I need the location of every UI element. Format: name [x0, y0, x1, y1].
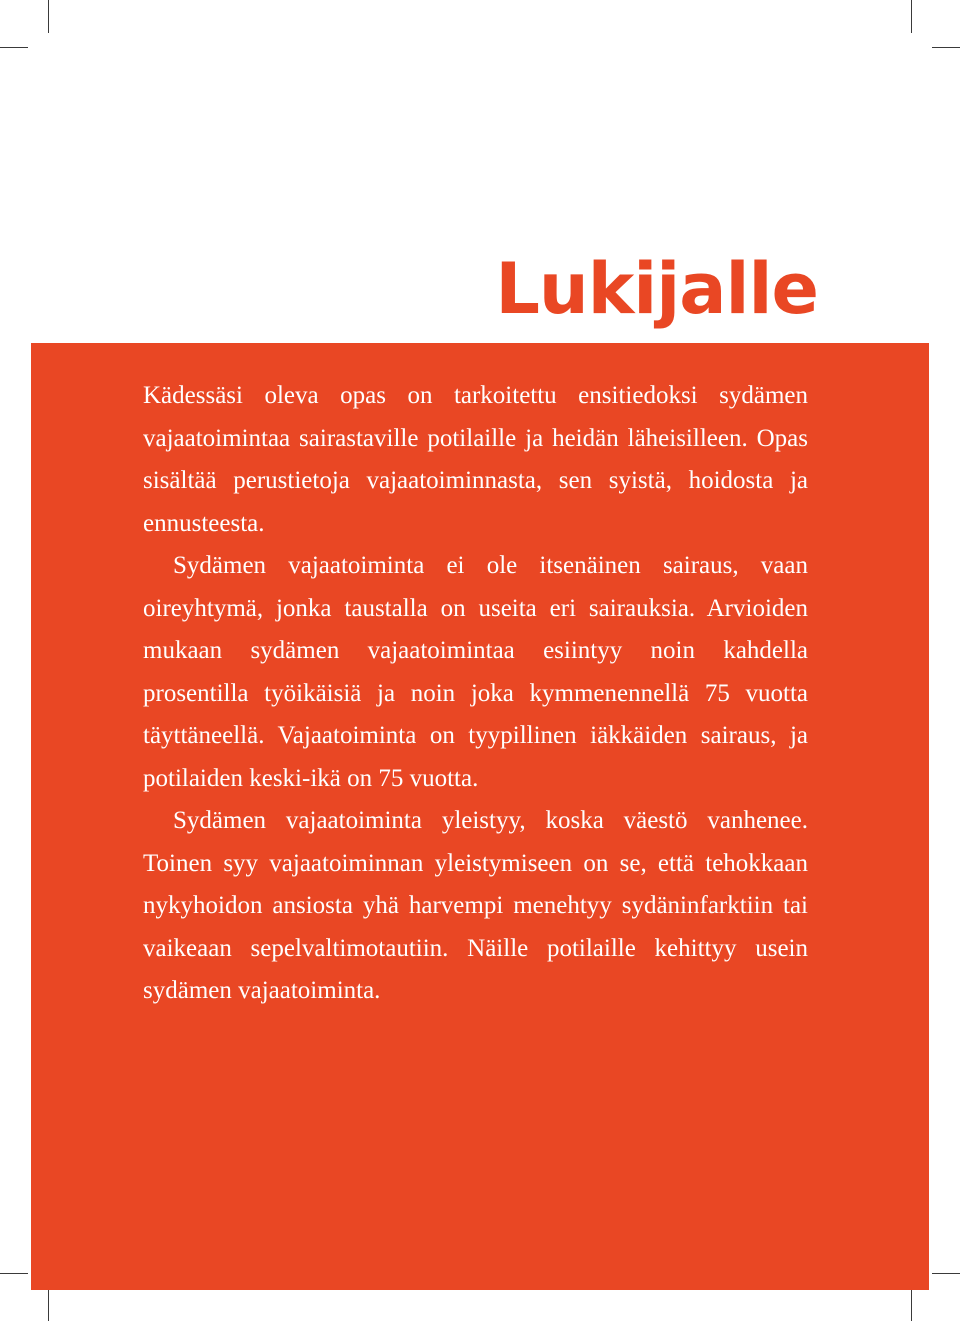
content-panel: [31, 343, 929, 1290]
body-text: [143, 375, 808, 1013]
paragraph-intro: Kädessäsi oleva opas on tarkoitettu ensitiedoksi sydämen vajaatoimintaa sairastaville potilaille ja heidän läheisilleen. Opas sisältää perustietoja vajaatoiminnasta, sen syistä, hoidosta ja ennusteesta.: [143, 382, 808, 537]
paragraph-prevalence: Sydämen vajaatoiminta yleistyy, koska väestö vanhenee. Toinen syy vajaatoiminnan yleistymiseen on se, että tehokkaan nykyhoidon ansiosta yhä harvempi menehtyy sydäninfarktiin tai vaikeaan sepelvaltimotautiin. Näille potilaille kehittyy usein sydämen vajaatoiminta.: [143, 807, 808, 1004]
page-title: Lukijalle: [495, 248, 818, 330]
paragraph-definition: Sydämen vajaatoiminta ei ole itsenäinen sairaus, vaan oireyhtymä, jonka taustalla on useita eri sairauksia. Arvioiden mukaan sydämen vajaatoimintaa esiintyy noin kahdella prosentilla työikäisiä ja noin joka kymmenennellä 75 vuotta täyttäneellä. Vajaatoiminta on tyypillinen iäkkäiden sairaus, ja potilaiden keski-ikä on 75 vuotta.: [143, 552, 808, 792]
crop-mark-top-right-vertical: [911, 0, 912, 33]
crop-mark-top-left-horizontal: [0, 47, 28, 48]
crop-mark-bottom-left-vertical: [48, 1288, 49, 1321]
crop-mark-bottom-right-horizontal: [932, 1273, 960, 1274]
crop-mark-top-left-vertical: [48, 0, 49, 33]
crop-mark-top-right-horizontal: [932, 47, 960, 48]
crop-mark-bottom-left-horizontal: [0, 1273, 28, 1274]
crop-mark-bottom-right-vertical: [911, 1288, 912, 1321]
